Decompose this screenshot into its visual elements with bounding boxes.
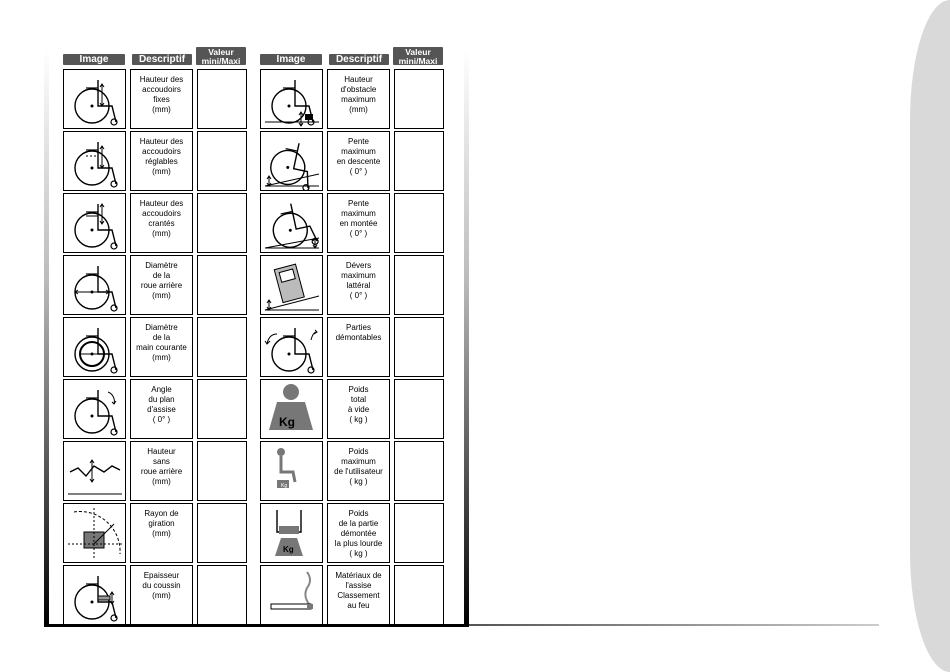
wheelchair-notched-armrest-icon (63, 193, 126, 253)
description-text: Hauteur sans roue arrière (mm) (140, 447, 183, 486)
value-cell (394, 317, 444, 377)
description-text: Poids de la partie démontée la plus lourde ( kg ) (334, 509, 383, 558)
value-cell (197, 379, 247, 439)
heaviest-part-weight-icon (260, 503, 323, 563)
description-text: Pente maximum en montée ( 0° ) (339, 199, 378, 238)
page-bottom-line-right (469, 624, 879, 626)
value-cell (394, 193, 444, 253)
description-cell (327, 131, 390, 191)
description-cell (130, 565, 193, 625)
description-cell (327, 255, 390, 315)
description-text: Hauteur des accoudoirs crantés (mm) (139, 199, 184, 238)
description-text: Pente maximum en descente ( 0° ) (336, 137, 381, 176)
description-text: Hauteur d'obstacle maximum (mm) (340, 75, 377, 114)
description-text: Parties démontables (335, 323, 382, 342)
page-shade-middle (464, 50, 469, 625)
kg-label: Kg (283, 545, 294, 554)
value-cell (394, 255, 444, 315)
description-cell (130, 69, 193, 129)
header-valeur-line2: mini/Maxi (398, 56, 438, 66)
value-cell (394, 565, 444, 625)
header-valeur (393, 47, 443, 65)
max-side-slope-icon (260, 255, 323, 315)
description-text: Rayon de giration (mm) (144, 509, 179, 538)
max-user-weight-icon (260, 441, 323, 501)
svg-text:Kg: Kg (281, 483, 288, 489)
value-cell (197, 255, 247, 315)
description-cell (130, 503, 193, 563)
value-cell (394, 69, 444, 129)
value-cell (197, 193, 247, 253)
description-text: Epaisseur du coussin (mm) (142, 571, 181, 600)
description-cell (327, 193, 390, 253)
description-cell (327, 69, 390, 129)
removable-parts-icon (260, 317, 323, 377)
page-shade-left (44, 50, 49, 625)
max-obstacle-height-icon (260, 69, 323, 129)
header-descriptif: Descriptif (132, 54, 192, 65)
height-without-rear-wheel-icon (63, 441, 126, 501)
value-cell (197, 565, 247, 625)
value-cell (394, 131, 444, 191)
description-cell (130, 131, 193, 191)
kg-label: Kg (279, 415, 295, 429)
wheelchair-armrest-height-icon (63, 69, 126, 129)
page-edge-tab (910, 0, 950, 672)
value-cell (197, 131, 247, 191)
description-text: Hauteur des accoudoirs fixes (mm) (139, 75, 184, 114)
description-cell (327, 441, 390, 501)
wheelchair-adjustable-armrest-icon (63, 131, 126, 191)
max-downhill-slope-icon (260, 131, 323, 191)
description-cell (327, 565, 390, 625)
description-text: Diamètre de la main courante (mm) (136, 323, 187, 362)
description-cell (130, 255, 193, 315)
value-cell (394, 503, 444, 563)
header-image: Image (63, 54, 125, 65)
header-image: Image (260, 54, 322, 65)
cushion-thickness-icon (63, 565, 126, 625)
description-cell (327, 503, 390, 563)
description-text: Poids total à vide ( kg ) (347, 385, 370, 424)
header-valeur-line1: Valeur (208, 47, 234, 57)
description-text: Hauteur des accoudoirs réglables (mm) (139, 137, 184, 176)
max-uphill-slope-icon (260, 193, 323, 253)
fire-rating-icon (260, 565, 323, 625)
description-text: Dévers maximum lattéral ( 0° ) (341, 261, 376, 300)
description-cell (130, 379, 193, 439)
header-valeur-line1: Valeur (405, 47, 431, 57)
seat-angle-icon (63, 379, 126, 439)
header-valeur-line2: mini/Maxi (201, 56, 241, 66)
header-descriptif: Descriptif (329, 54, 389, 65)
description-cell (130, 441, 193, 501)
description-cell (130, 317, 193, 377)
description-text: Poids maximum de l'utilisateur ( kg ) (334, 447, 383, 486)
description-text: Matériaux de l'assise Classement au feu (335, 571, 382, 610)
description-cell (327, 379, 390, 439)
value-cell (197, 69, 247, 129)
value-cell (394, 441, 444, 501)
value-cell (394, 379, 444, 439)
rear-wheel-diameter-icon (63, 255, 126, 315)
description-text: Diamètre de la roue arrière (mm) (140, 261, 183, 300)
description-cell (327, 317, 390, 377)
total-empty-weight-icon (260, 379, 323, 439)
header-valeur (196, 47, 246, 65)
turning-radius-icon (63, 503, 126, 563)
value-cell (197, 503, 247, 563)
handrim-diameter-icon (63, 317, 126, 377)
value-cell (197, 441, 247, 501)
description-cell (130, 193, 193, 253)
description-text: Angle du plan d'assise ( 0° ) (147, 385, 176, 424)
value-cell (197, 317, 247, 377)
